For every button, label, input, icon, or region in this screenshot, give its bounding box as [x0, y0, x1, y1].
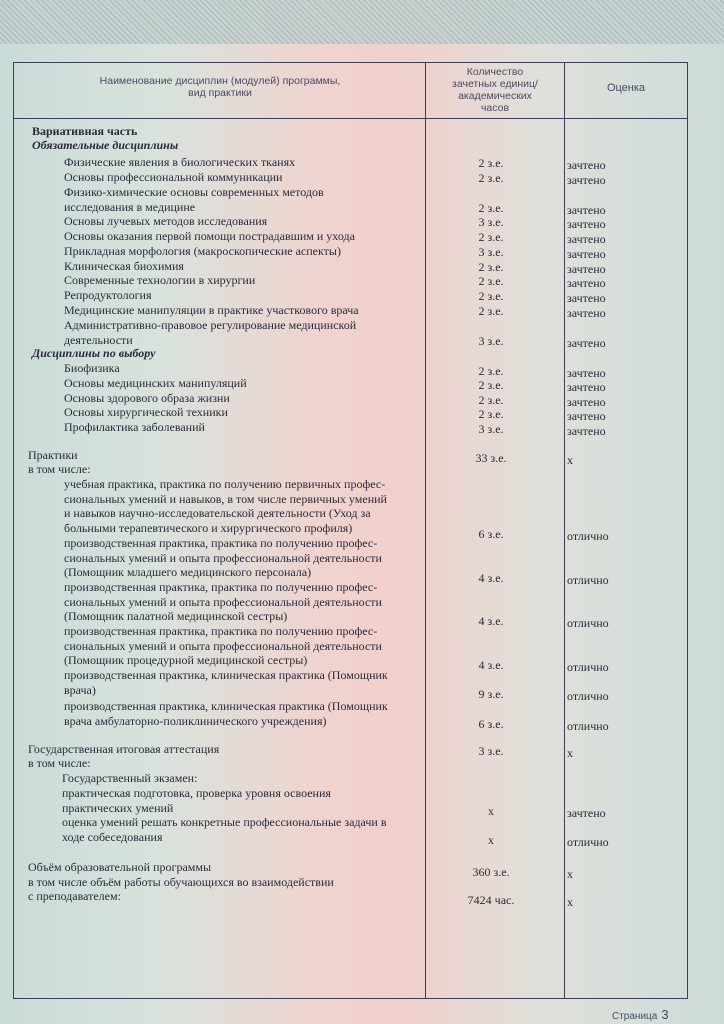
item-grade: зачтено	[567, 291, 606, 305]
item-grade: зачтено	[567, 380, 606, 394]
volume-hours-grade: х	[567, 895, 573, 909]
header-line: Оценка	[606, 82, 646, 94]
column-divider	[564, 62, 565, 998]
item-name: (Помощник младшего медицинского персонала)	[64, 565, 312, 580]
item-name: исследования в медицине	[64, 199, 196, 214]
item-grade: зачтено	[567, 247, 606, 261]
decorative-border	[0, 0, 724, 44]
item-name: Медицинские манипуляции в практике участкового врача	[64, 303, 359, 317]
item-grade: отлично	[567, 835, 609, 849]
item-units: х	[488, 833, 494, 847]
item-units: 4 з.е.	[478, 571, 504, 585]
item-grade: зачтено	[567, 173, 606, 187]
item-name: Основы хирургической техники	[64, 405, 228, 419]
item-grade: зачтено	[567, 336, 606, 350]
header-line: Количество	[466, 66, 524, 78]
item-name: Административно-правовое регулирование медицинской	[64, 318, 357, 332]
subsection-heading: Дисциплины по выбору	[32, 346, 156, 360]
volume-line: с преподавателем:	[28, 889, 121, 904]
item-name: Основы медицинских манипуляций	[64, 376, 247, 390]
item-units: 3 з.е.	[478, 334, 504, 348]
item-name: производственная практика, практика по получению профес-	[64, 624, 378, 638]
item-grade: отлично	[567, 660, 609, 674]
item-units: 3 з.е.	[478, 422, 504, 436]
item-name: практическая подготовка, проверка уровня освоения	[62, 786, 331, 800]
item-grade: зачтено	[567, 806, 606, 820]
item-units: 9 з.е.	[478, 687, 504, 701]
item-grade: зачтено	[567, 232, 606, 246]
item-name: сиональных умений и опыта профессиональной деятельности	[64, 594, 382, 609]
item-units: 6 з.е.	[478, 717, 504, 731]
item-name: Физические явления в биологических тканях	[64, 155, 296, 169]
item-units: 2 з.е.	[478, 260, 504, 274]
item-grade: отлично	[567, 616, 609, 630]
item-units: 2 з.е.	[478, 378, 504, 392]
subsection-heading: Обязательные дисциплины	[32, 138, 179, 152]
item-name: Прикладная морфология (макроскопические аспекты)	[64, 244, 341, 258]
column-divider	[425, 62, 426, 998]
item-grade: зачтено	[567, 158, 606, 172]
item-grade: зачтено	[567, 366, 606, 380]
item-name: Клиническая биохимия	[64, 259, 184, 273]
item-grade: зачтено	[567, 262, 606, 276]
item-name: больными терапевтического и хирургического профиля)	[64, 520, 353, 535]
item-name: производственная практика, практика по получению профес-	[64, 580, 378, 594]
item-name: оценка умений решать конкретные профессиональные задачи в	[62, 815, 387, 829]
header-line: вид практики	[188, 87, 252, 99]
item-grade: отлично	[567, 529, 609, 543]
item-name: Основы лучевых методов исследования	[64, 214, 268, 228]
item-units: 4 з.е.	[478, 658, 504, 672]
item-units: 2 з.е.	[478, 304, 504, 318]
item-name: (Помощник палатной медицинской сестры)	[64, 609, 288, 624]
item-name: ходе собеседования	[62, 829, 163, 844]
header-divider	[13, 118, 687, 119]
item-name: врача)	[64, 682, 96, 697]
practices-subtitle: в том числе:	[28, 462, 91, 476]
practices-grade: х	[567, 453, 573, 467]
volume-line: в том числе объём работы обучающихся во взаимодействии	[28, 874, 334, 889]
item-grade: зачтено	[567, 424, 606, 438]
item-name: Основы профессиональной коммуникации	[64, 170, 283, 184]
item-units: х	[488, 804, 494, 818]
item-name: сиональных умений и опыта профессиональной деятельности	[64, 638, 382, 653]
item-units: 2 з.е.	[478, 289, 504, 303]
item-name: производственная практика, практика по получению профес-	[64, 536, 378, 550]
item-name: Основы оказания первой помощи пострадавшим и ухода	[64, 229, 355, 243]
item-units: 6 з.е.	[478, 527, 504, 541]
volume-hours: 7424 час.	[467, 893, 515, 907]
item-units: 2 з.е.	[478, 393, 504, 407]
item-grade: зачтено	[567, 306, 606, 320]
header-line: часов	[480, 102, 510, 114]
page-number: 3	[661, 1007, 669, 1022]
item-units: 4 з.е.	[478, 614, 504, 628]
attestation-title: Государственная итоговая аттестация	[28, 742, 220, 756]
item-name: учебная практика, практика по получению первичных профес-	[64, 477, 386, 491]
item-name: Современные технологии в хирургии	[64, 273, 256, 287]
header-col-grade	[566, 82, 686, 94]
item-name: и навыков научно-исследовательской деятельности (Уход за	[64, 506, 371, 521]
item-name: врача амбулаторно-поликлинического учреждения)	[64, 713, 327, 728]
volume-grade: х	[567, 867, 573, 881]
practices-units: 33 з.е.	[475, 451, 507, 465]
item-grade: отлично	[567, 689, 609, 703]
item-grade: зачтено	[567, 217, 606, 231]
item-name: Основы здорового образа жизни	[64, 391, 230, 405]
item-grade: зачтено	[567, 276, 606, 290]
item-name: Профилактика заболеваний	[64, 420, 205, 434]
item-units: 2 з.е.	[478, 407, 504, 421]
header-col-name	[40, 75, 400, 99]
item-units: 2 з.е.	[478, 274, 504, 288]
attestation-subtitle: в том числе:	[28, 756, 91, 770]
item-name: Биофизика	[64, 361, 120, 375]
item-name: сиональных умений и навыков, в том числе первичных умений	[64, 491, 387, 506]
practices-title: Практики	[28, 448, 78, 462]
item-units: 3 з.е.	[478, 215, 504, 229]
header-line: зачетных единиц/	[452, 78, 538, 90]
page-footer	[612, 1007, 669, 1022]
item-grade: зачтено	[567, 203, 606, 217]
exam-title: Государственный экзамен:	[62, 771, 198, 785]
header-col-units	[430, 66, 560, 114]
item-name: Физико-химические основы современных методов	[64, 185, 324, 199]
item-units: 2 з.е.	[478, 230, 504, 244]
item-grade: отлично	[567, 719, 609, 733]
item-units: 3 з.е.	[478, 245, 504, 259]
volume-units: 360 з.е.	[472, 865, 510, 879]
section-heading: Вариативная часть	[32, 124, 138, 138]
volume-line: Объём образовательной программы	[28, 860, 212, 874]
item-units: 2 з.е.	[478, 171, 504, 185]
item-grade: зачтено	[567, 409, 606, 423]
attestation-units: 3 з.е.	[478, 744, 504, 758]
header-line: академических	[458, 90, 532, 102]
item-units: 2 з.е.	[478, 201, 504, 215]
attestation-grade: х	[567, 746, 573, 760]
item-name: производственная практика, клиническая практика (Помощник	[64, 699, 388, 713]
item-name: Репродуктология	[64, 288, 152, 302]
header-line: Наименование дисциплин (модулей) программы,	[99, 75, 341, 87]
item-units: 2 з.е.	[478, 156, 504, 170]
item-name: сиональных умений и опыта профессиональной деятельности	[64, 550, 382, 565]
item-name: деятельности	[64, 332, 133, 347]
item-name: производственная практика, клиническая практика (Помощник	[64, 668, 388, 682]
item-units: 2 з.е.	[478, 364, 504, 378]
page-label: Страница	[612, 1011, 658, 1022]
item-name: (Помощник процедурной медицинской сестры)	[64, 653, 308, 668]
item-name: практических умений	[62, 800, 174, 815]
item-grade: зачтено	[567, 395, 606, 409]
item-grade: отлично	[567, 573, 609, 587]
